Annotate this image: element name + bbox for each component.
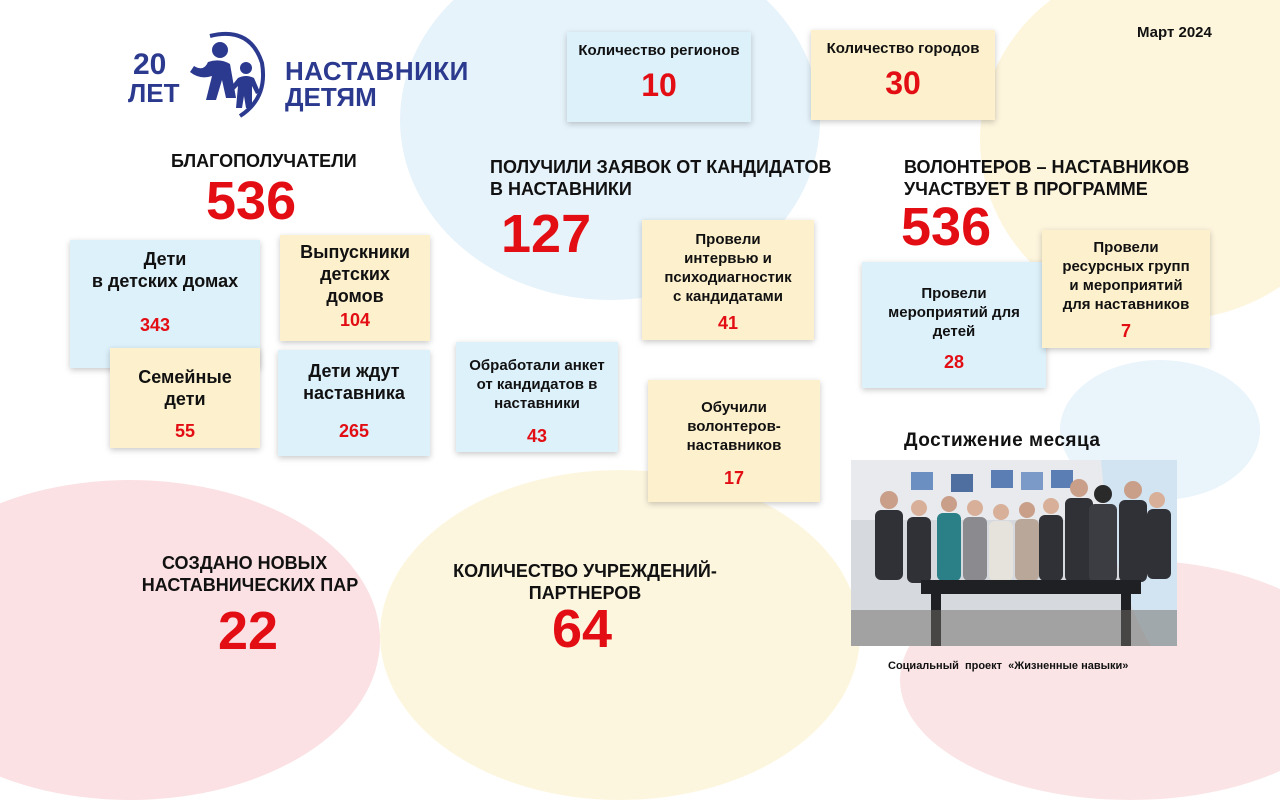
bg-blob-yellow-bottom [380,470,860,800]
trained-l1: Обучили [701,399,767,416]
graduates-value: 104 [339,310,371,330]
graduates-label-line3: домов [326,286,384,306]
resource-groups-card [1042,230,1210,348]
interviews-l4: с кандидатами [672,288,784,305]
waiting-label-line2: наставника [303,383,405,403]
report-date: Март 2024 [1137,24,1212,41]
beneficiaries-title: БЛАГОПОЛУЧАТЕЛИ [171,151,357,171]
resource-groups-l4: для наставников [1062,296,1190,313]
orphanage-label-line1: Дети [143,249,187,269]
resource-groups-l2: ресурсных групп [1062,258,1190,275]
achievement-caption: Социальный проект «Жизненные навыки» [888,660,1129,672]
family-label-line1: Семейные [138,367,232,387]
trained-l3: наставников [686,437,782,454]
logo-years: 20 [133,48,167,81]
events-children-l1: Провели [921,285,987,302]
regions-label: Количество регионов [578,42,740,59]
interviews-l1: Провели [695,231,761,248]
trained-l2: волонтеров- [687,418,781,435]
applications-title-line2: В НАСТАВНИКИ [490,179,632,199]
resource-groups-l1: Провели [1093,239,1159,256]
cities-value: 30 [885,65,921,101]
graduates-label-line1: Выпускники [300,242,410,262]
interviews-l2: интервью и [684,250,772,267]
pairs-value: 22 [218,601,279,661]
orphanage-value: 343 [139,315,171,335]
processed-l2: от кандидатов в [476,376,598,393]
logo-line1: НАСТАВНИКИ [285,56,469,86]
regions-card [567,32,751,122]
waiting-label-line1: Дети ждут [308,361,400,381]
applications-title [490,156,831,200]
volunteers-title-line1: ВОЛОНТЕРОВ – НАСТАВНИКОВ [904,157,1190,177]
resource-groups-value: 7 [1120,321,1131,341]
family-value: 55 [174,421,196,441]
logo [125,28,469,123]
events-children-l2: мероприятий для [888,304,1020,321]
achievement-title: Достижение месяца [904,430,1101,451]
volunteers-value: 536 [901,197,992,257]
pairs-title-line2: НАСТАВНИЧЕСКИХ ПАР [141,575,359,595]
regions-value: 10 [641,67,677,103]
resource-groups-l3: и мероприятий [1069,277,1183,294]
logo-figures-icon [180,28,275,123]
interviews-card [642,220,814,340]
logo-years-word: ЛЕТ [128,78,180,108]
family-label-line2: дети [164,389,206,409]
events-children-value: 28 [943,352,965,372]
processed-l1: Обработали анкет [469,357,605,374]
family-card [110,348,260,448]
applications-title-line1: ПОЛУЧИЛИ ЗАЯВОК ОТ КАНДИДАТОВ [490,157,832,177]
beneficiaries-value: 536 [206,171,297,231]
processed-value: 43 [526,426,548,446]
applications-value: 127 [501,204,592,264]
cities-label: Количество городов [826,40,980,57]
achievement-photo [851,460,1177,646]
partners-value: 64 [552,599,613,659]
cities-card [811,30,995,120]
interviews-l3: психодиагностик [664,269,792,286]
waiting-value: 265 [338,421,370,441]
trained-value: 17 [723,468,745,488]
partners-title-line1: КОЛИЧЕСТВО УЧРЕЖДЕНИЙ- [453,561,717,581]
partners-title-line2: ПАРТНЕРОВ [528,583,642,603]
processed-l3: наставники [494,395,580,412]
group-photo-image [851,460,1177,646]
processed-card [456,342,618,452]
bg-blob-pink-left [0,480,380,800]
pairs-title [120,552,380,596]
logo-line2: ДЕТЯМ [285,82,377,112]
volunteers-title [904,156,1189,200]
trained-card [648,380,820,502]
pairs-title-line1: СОЗДАНО НОВЫХ [162,553,328,573]
volunteers-title-line2: УЧАСТВУЕТ В ПРОГРАММЕ [904,179,1148,199]
interviews-value: 41 [717,313,739,333]
graduates-card [280,235,430,341]
waiting-card [278,350,430,456]
events-children-card [862,262,1046,388]
graduates-label-line2: детских [320,264,390,284]
events-children-l3: детей [932,323,976,340]
orphanage-label-line2: в детских домах [91,271,239,291]
